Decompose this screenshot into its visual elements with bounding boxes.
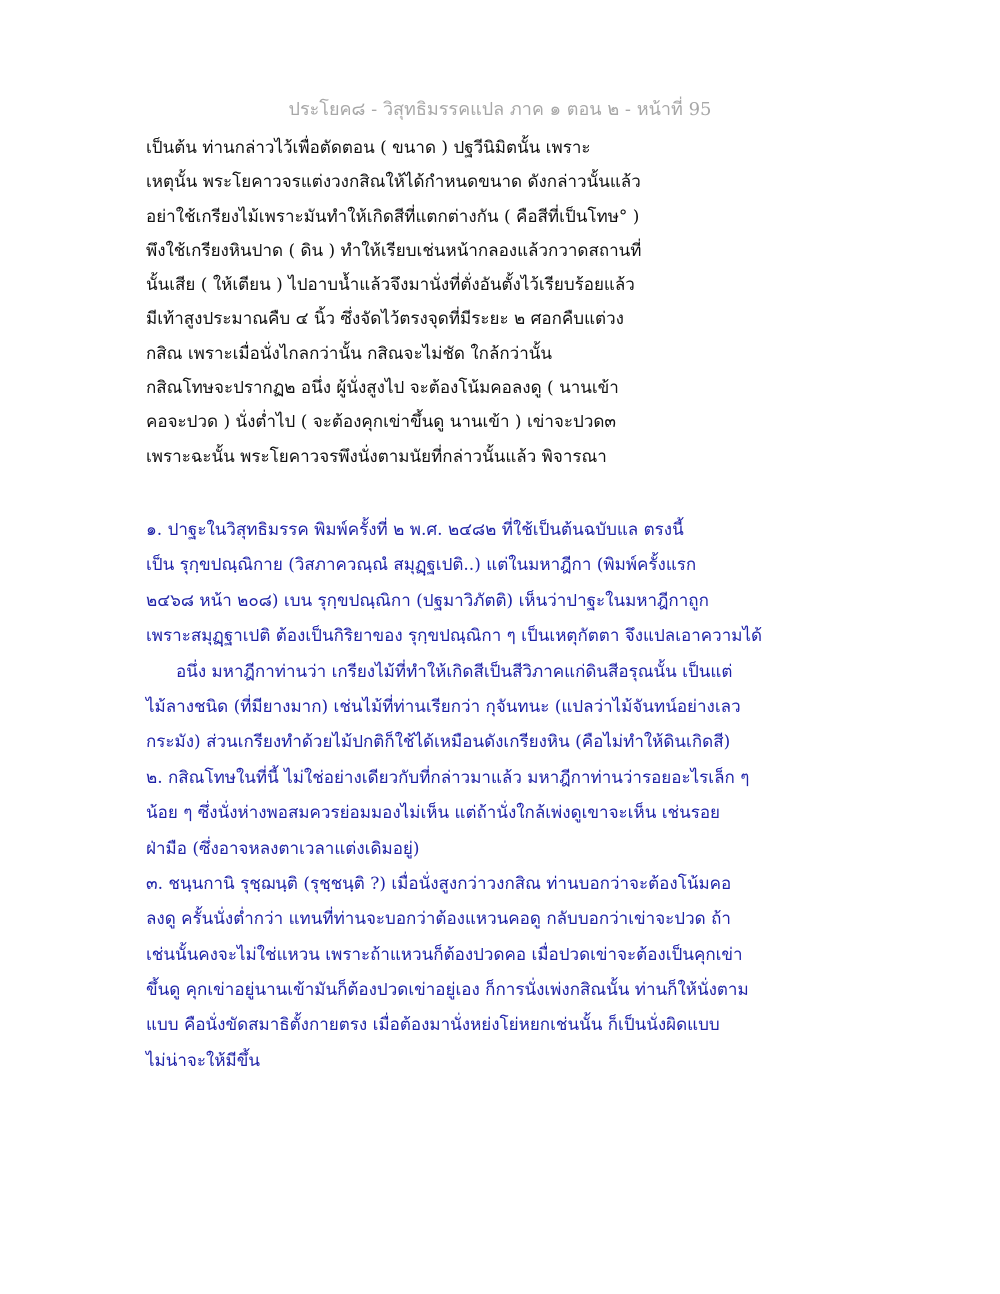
footnote-line: ขึ้นดู คุกเข่าอยู่นานเข้ามันก็ต้องปวดเข่าอยู่เอง ก็การนั่งเพ่งกสิณนั้น ท่านก็ให้นั่งตาม (146, 980, 749, 1001)
footnote-line: แบบ คือนั่งขัดสมาธิตั้งกายตรง เมื่อต้องมานั่งหย่งโย่หยกเช่นนั้น ก็เป็นนั่งผิดแบบ (146, 1015, 720, 1036)
footnote-line: ลงดู ครั้นนั่งต่ำกว่า แทนที่ท่านจะบอกว่าต้องแหวนคอดู กลับบอกว่าเข่าจะปวด ถ้า (146, 909, 731, 930)
text-line: กสิณ เพราะเมื่อนั่งไกลกว่านั้น กสิณจะไม่ชัด ใกล้กว่านั้น (146, 343, 553, 364)
footnote-line: ไม่น่าจะให้มีขึ้น (146, 1050, 260, 1071)
footnote-line: ฝ่ามือ (ซึ่งอาจหลงตาเวลาแต่งเดิมอยู่) (146, 838, 420, 859)
text-line: คอจะปวด ) นั่งต่ำไป ( จะต้องคุกเข่าขึ้นดู นานเข้า ) เข่าจะปวด๓ (146, 412, 617, 433)
footnote-line: อนึ่ง มหาฎีกาท่านว่า เกรียงไม้ที่ทำให้เกิดสีเป็นสีวิภาคแก่ดินสีอรุณนั้น เป็นแต่ (176, 661, 733, 682)
footnote-line: ๑. ปาฐะในวิสุทธิมรรค พิมพ์ครั้งที่ ๒ พ.ศ. ๒๔๘๒ ที่ใช้เป็นต้นฉบับแล ตรงนี้ (146, 520, 684, 540)
footnote-line: ๒. กสิณโทษในที่นี้ ไม่ใช่อย่างเดียวกับที่กล่าวมาแล้ว มหาฎีกาท่านว่ารอยอะไรเล็ก ๆ (146, 767, 750, 788)
footnote-line: น้อย ๆ ซึ่งนั่งห่างพอสมควรย่อมมองไม่เห็น แต่ถ้านั่งใกล้เพ่งดูเขาจะเห็น เช่นรอย (146, 803, 720, 824)
text-line: เพราะฉะนั้น พระโยคาวจรพึงนั่งตามนัยที่กล่าวนั้นแล้ว พิจารณา (146, 446, 607, 467)
main-text (146, 131, 766, 474)
text-line: นั้นเสีย ( ให้เตียน ) ไปอาบน้ำแล้วจึงมานั่งที่ตั่งอันตั้งไว้เรียบร้อยแล้ว (146, 275, 635, 296)
footnote-line: เช่นนั้นคงจะไม่ใช่แหวน เพราะถ้าแหวนก็ต้องปวดคอ เมื่อปวดเข่าจะต้องเป็นคุกเข่า (146, 944, 743, 965)
text-line: กสิณโทษจะปรากฏ๒ อนึ่ง ผู้นั่งสูงไป จะต้องโน้มคอลงดู ( นานเข้า (146, 378, 619, 399)
footnote-line: กระมัง) ส่วนเกรียงทำด้วยไม้ปกติก็ใช้ได้เหมือนดังเกรียงหิน (คือไม่ทำให้ดินเกิดสี) (146, 732, 731, 753)
footnote-line: เป็น รุกฺขปณฺณิกาย (วิสภาควณฺณํ สมุฏฺฐเปติ..) แต่ในมหาฎีกา (พิมพ์ครั้งแรก (146, 555, 697, 576)
page-header: ประโยค๘ - วิสุทธิมรรคแปล ภาค ๑ ตอน ๒ - หน้าที่ 95 (288, 99, 712, 120)
text-line: พึงใช้เกรียงหินปาด ( ดิน ) ทำให้เรียบเช่นหน้ากลองแล้วกวาดสถานที่ (146, 240, 642, 261)
text-line: เป็นต้น ท่านกล่าวไว้เพื่อตัดตอน ( ขนาด ) ปฐวีนิมิตนั้น เพราะ (146, 138, 591, 158)
text-line: อย่าใช้เกรียงไม้เพราะมันทำให้เกิดสีที่แตกต่างกัน ( คือสีที่เป็นโทษ° ) (146, 206, 640, 227)
footnote-line: ๓. ชนฺนกานิ รุชฺฌนฺติ (รุชฺชนฺติ ?) เมื่อนั่งสูงกว่าวงกสิณ ท่านบอกว่าจะต้องโน้มคอ (146, 873, 732, 894)
footnote-line: ไม้ลางชนิด (ที่มียางมาก) เช่นไม้ที่ท่านเรียกว่า กุจันทนะ (แปลว่าไม้จันทน์อย่างเลว (146, 696, 741, 717)
footnote-line: เพราะสมุฏฺฐาเปติ ต้องเป็นกิริยาของ รุกฺขปณฺณิกา ๆ เป็นเหตุกัตตา จึงแปลเอาความได้ (146, 626, 763, 647)
footnotes (146, 513, 766, 1079)
footnote-line: ๒๔๖๘ หน้า ๒๐๘) เบน รุกฺขปณฺณิกา (ปฐมาวิภัตติ) เห็นว่าปาฐะในมหาฎีกาถูก (146, 590, 709, 611)
text-line: มีเท้าสูงประมาณคืบ ๔ นิ้ว ซึ่งจัดไว้ตรงจุดที่มีระยะ ๒ ศอกคืบแต่วง (146, 309, 624, 330)
text-line: เหตุนั้น พระโยคาวจรแต่งวงกสิณให้ได้กำหนดขนาด ดังกล่าวนั้นแล้ว (146, 172, 641, 193)
